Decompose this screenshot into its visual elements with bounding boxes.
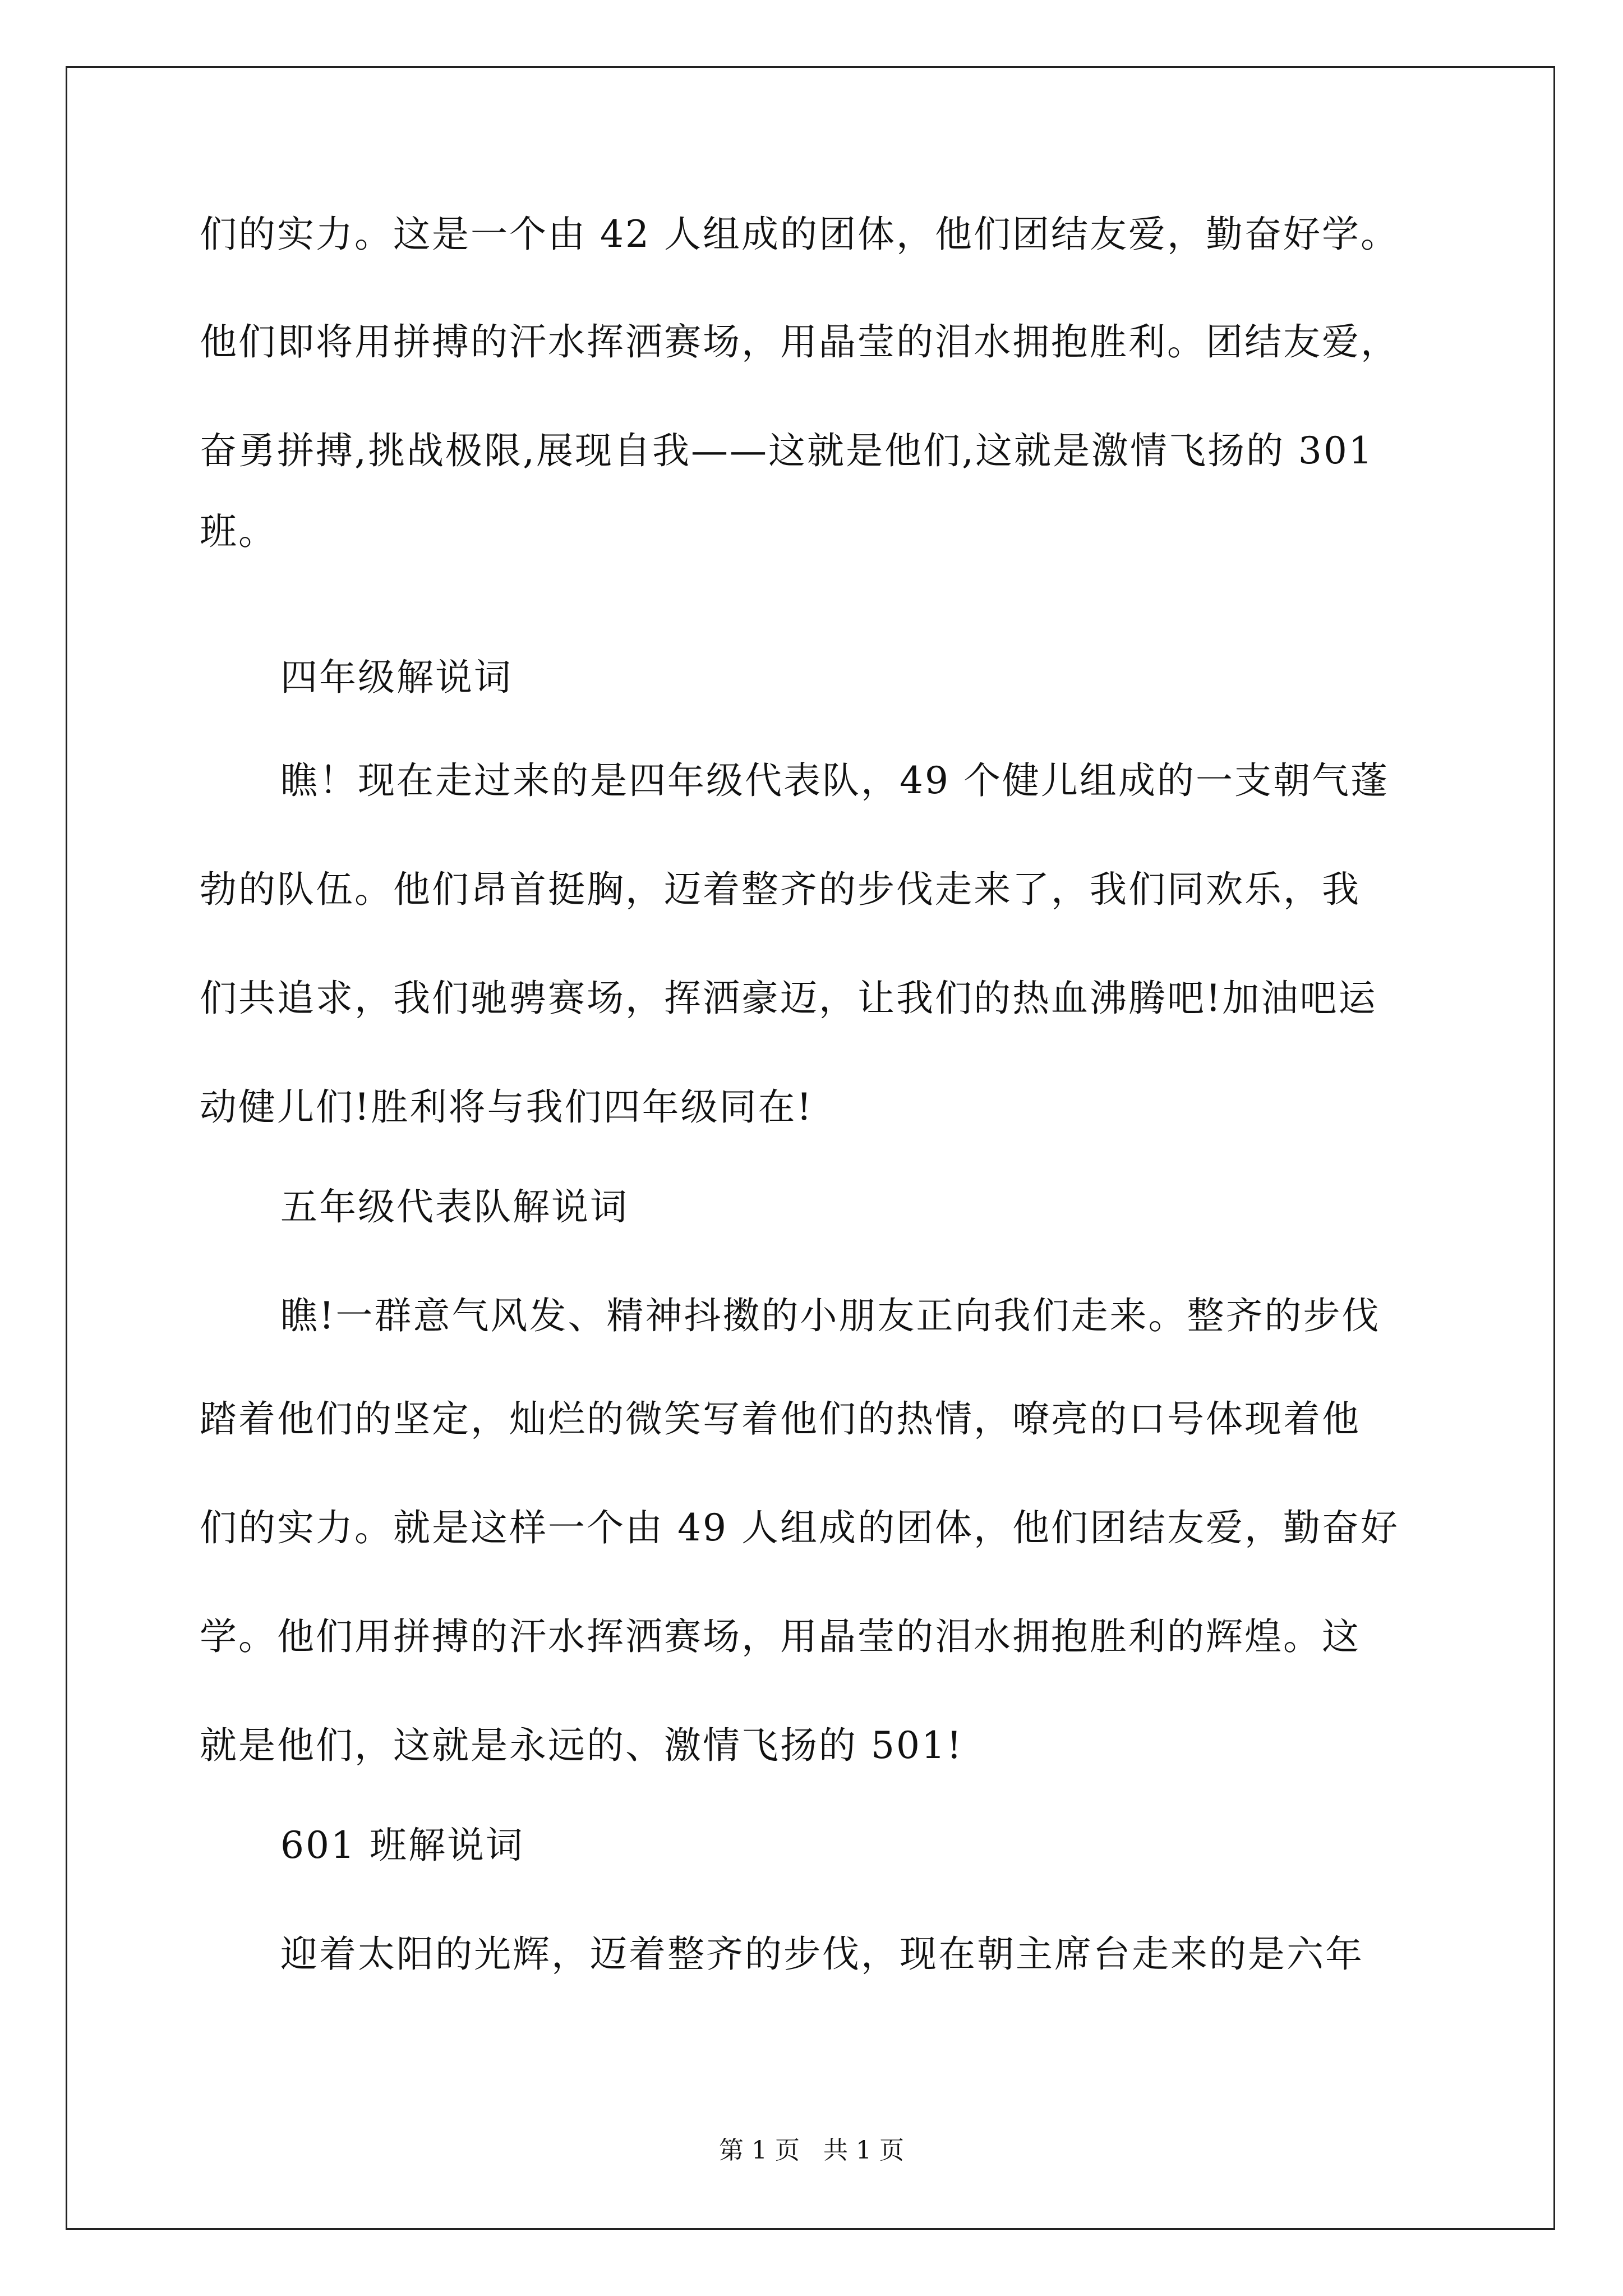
section-heading-grade5: 五年级代表队解说词 <box>280 1185 629 1228</box>
body-line-14: 学。他们用拼搏的汗水挥洒赛场，用晶莹的泪水拥抱胜利的辉煌。这 <box>200 1615 1361 1658</box>
body-line-13: 们的实力。就是这样一个由 49 人组成的团体，他们团结友爱，勤奋好 <box>200 1506 1399 1549</box>
body-line-15: 就是他们，这就是永远的、激情飞扬的 501! <box>200 1724 963 1767</box>
body-line-17: 迎着太阳的光辉，迈着整齐的步伐，现在朝主席台走来的是六年 <box>280 1932 1364 1976</box>
section-heading-class601: 601 班解说词 <box>280 1824 524 1867</box>
body-line-7: 勃的队伍。他们昂首挺胸，迈着整齐的步伐走来了，我们同欢乐，我 <box>200 868 1361 911</box>
section-heading-grade4: 四年级解说词 <box>280 656 513 699</box>
page-footer: 第 1 页 共 1 页 <box>719 2136 904 2165</box>
body-line-6: 瞧！现在走过来的是四年级代表队，49 个健儿组成的一支朝气蓬 <box>280 759 1389 802</box>
page-border <box>66 66 1555 2230</box>
body-line-12: 踏着他们的坚定，灿烂的微笑写着他们的热情，嘹亮的口号体现着他 <box>200 1397 1361 1441</box>
body-line-11: 瞧!一群意气风发、精神抖擞的小朋友正向我们走来。整齐的步伐 <box>280 1294 1381 1337</box>
body-line-8: 们共追求，我们驰骋赛场，挥洒豪迈，让我们的热血沸腾吧!加油吧运 <box>200 977 1377 1020</box>
body-line-1: 们的实力。这是一个由 42 人组成的团体，他们团结友爱，勤奋好学。 <box>200 213 1399 256</box>
body-line-4: 班。 <box>200 510 277 553</box>
body-line-9: 动健儿们!胜利将与我们四年级同在! <box>200 1085 814 1129</box>
body-line-2: 他们即将用拼搏的汗水挥洒赛场，用晶莹的泪水拥抱胜利。团结友爱， <box>200 320 1399 364</box>
body-line-3: 奋勇拼搏,挑战极限,展现自我——这就是他们,这就是激情飞扬的 301 <box>200 429 1374 472</box>
